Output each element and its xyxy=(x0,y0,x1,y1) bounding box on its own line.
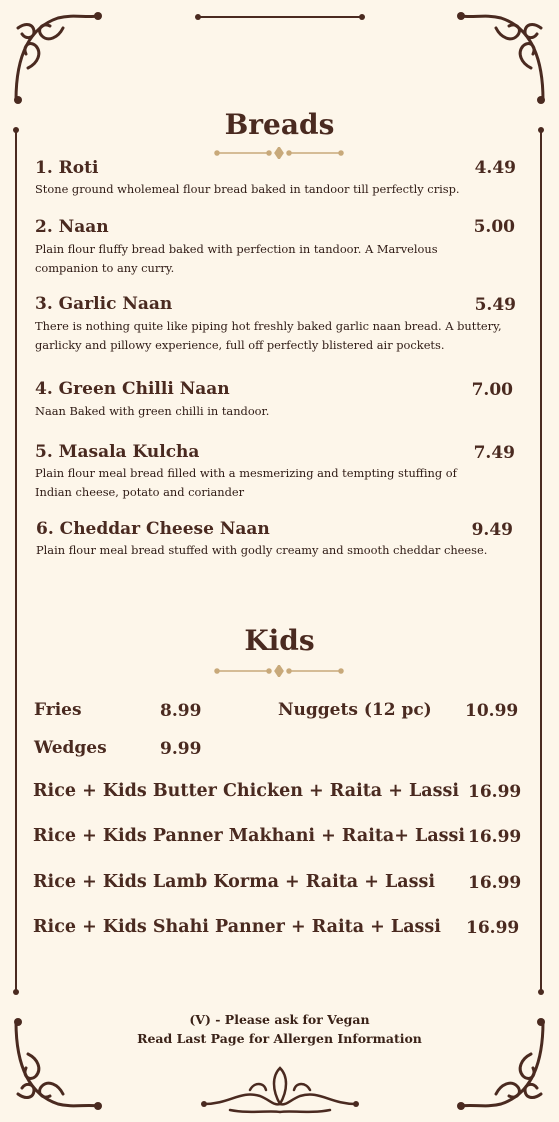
kids-combo-price: 16.99 xyxy=(468,782,522,802)
bread-item-price: 9.49 xyxy=(471,520,513,540)
kids-title: Kids xyxy=(244,624,315,657)
kids-combo-price: 16.99 xyxy=(466,918,520,938)
bread-item-desc: Naan Baked with green chilli in tandoor. xyxy=(35,404,270,418)
left-rule xyxy=(15,130,17,992)
kids-item-price: 10.99 xyxy=(465,701,519,721)
bread-item-price: 7.49 xyxy=(473,443,515,463)
bread-item-desc: Stone ground wholemeal flour bread baked in tandoor till perfectly crisp. xyxy=(35,182,460,196)
kids-combo-name: Rice + Kids Butter Chicken + Raita + Lassi xyxy=(33,781,459,801)
bread-item-name: 5. Masala Kulcha xyxy=(35,442,200,462)
bread-item-price: 5.00 xyxy=(473,217,515,237)
corner-flourish-icon xyxy=(8,8,108,108)
bread-item-name: 3. Garlic Naan xyxy=(35,294,173,314)
bread-item-price: 4.49 xyxy=(474,158,516,178)
bread-item-name: 2. Naan xyxy=(35,217,109,237)
bread-item-price: 7.00 xyxy=(471,380,513,400)
kids-item-name: Wedges xyxy=(34,738,107,758)
kids-combo-name: Rice + Kids Lamb Korma + Raita + Lassi xyxy=(33,872,435,892)
breads-title: Breads xyxy=(224,108,335,141)
bread-item-desc: There is nothing quite like piping hot freshly baked garlic naan bread. A buttery, garlicky and pillowy experience, full off perfectly blistered air pockets. xyxy=(35,319,502,352)
corner-flourish-icon xyxy=(451,1014,551,1114)
corner-flourish-icon xyxy=(8,1014,108,1114)
kids-combo-price: 16.99 xyxy=(468,873,522,893)
bottom-flourish-icon xyxy=(200,1060,360,1116)
divider-ornament-icon xyxy=(213,147,345,159)
kids-combo-name: Rice + Kids Shahi Panner + Raita + Lassi xyxy=(33,917,441,937)
right-rule xyxy=(540,130,542,992)
allergen-note: Read Last Page for Allergen Information xyxy=(137,1031,422,1046)
bread-item-name: 4. Green Chilli Naan xyxy=(35,379,230,399)
bread-item-price: 5.49 xyxy=(474,295,516,315)
bread-item-name: 1. Roti xyxy=(35,158,99,178)
corner-flourish-icon xyxy=(451,8,551,108)
kids-item-name: Fries xyxy=(34,700,82,720)
kids-item-name: Nuggets (12 pc) xyxy=(278,700,432,720)
bread-item-desc: Plain flour meal bread stuffed with godly creamy and smooth cheddar cheese. xyxy=(36,543,488,557)
top-rule xyxy=(198,16,362,18)
vegan-note: (V) - Please ask for Vegan xyxy=(189,1012,370,1027)
kids-combo-name: Rice + Kids Panner Makhani + Raita+ Lassi xyxy=(33,826,466,846)
bread-item-desc: Plain flour meal bread filled with a mesmerizing and tempting stuffing of Indian cheese, potato and coriander xyxy=(35,466,457,499)
kids-item-price: 8.99 xyxy=(160,701,202,721)
kids-combo-price: 16.99 xyxy=(468,827,522,847)
divider-ornament-icon xyxy=(213,665,345,677)
bread-item-desc: Plain flour fluffy bread baked with perfection in tandoor. A Marvelous companion to any curry. xyxy=(35,242,438,275)
kids-item-price: 9.99 xyxy=(160,739,202,759)
bread-item-name: 6. Cheddar Cheese Naan xyxy=(36,519,270,539)
